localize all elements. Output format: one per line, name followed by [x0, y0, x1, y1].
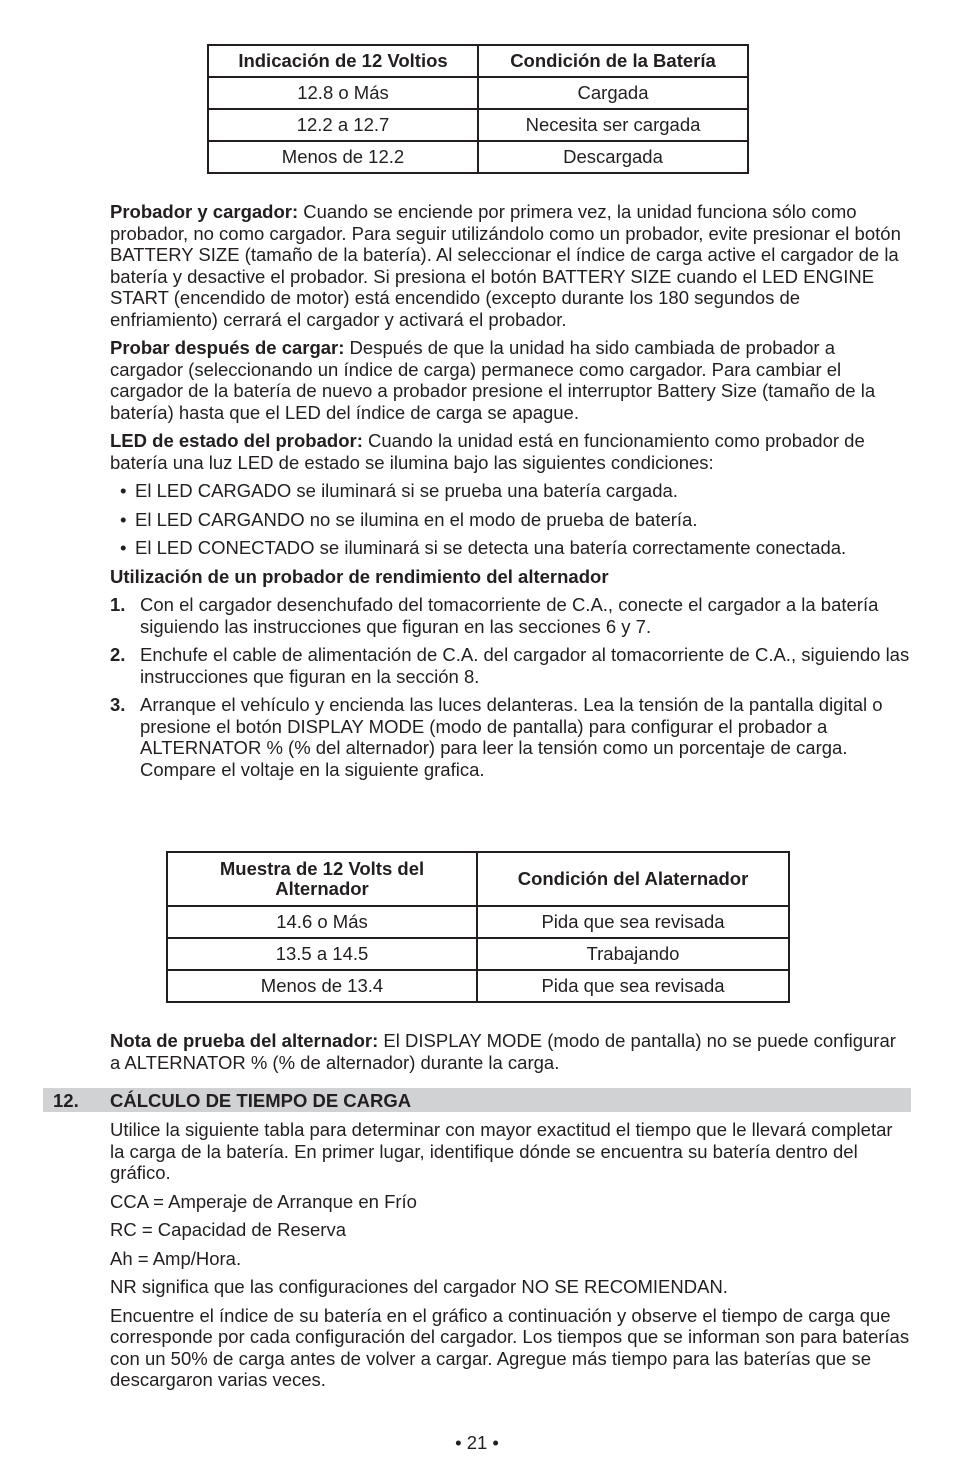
- table-header-cell: Indicación de 12 Voltios: [208, 45, 478, 77]
- step-text: Con el cargador desenchufado del tomacorriente de C.A., conecte el cargador a la batería siguiendo las instrucciones que figuran en las secciones 6 y 7.: [140, 594, 879, 637]
- paragraph-text: El DISPLAY MODE (modo de pantalla) no se puede configurar a ALTERNATOR % (% de alternador) durante la carga.: [110, 1030, 896, 1073]
- paragraph-lead: Probador y cargador:: [110, 201, 299, 222]
- table-row: [167, 970, 789, 1002]
- paragraph-tester-led-status: [110, 430, 910, 473]
- table-cell: Menos de 13.4: [167, 970, 477, 1002]
- table-row: [208, 109, 748, 141]
- paragraph-text: Cuando se enciende por primera vez, la unidad funciona sólo como probador, no como cargador. Para seguir utilizándolo como un probador, evite presionar el botón BATTERY SIZE (tamaño de la batería). Al seleccionar el índice de carga active el cargador de la batería y desactive el probador. Si presiona el botón BATTERY SIZE cuando el LED ENGINE START (encendido de motor) está encendido (excepto durante los 180 segundos de enfriamiento) cerrará el cargador y activará el probador.: [110, 201, 901, 330]
- table-row: [167, 906, 789, 938]
- table-header-cell: Condición de la Batería: [478, 45, 748, 77]
- alternator-heading-text: Utilización de un probador de rendimiento del alternador: [110, 565, 609, 587]
- paragraph-lead: Probar después de cargar:: [110, 337, 345, 358]
- alternator-steps: [110, 594, 910, 780]
- paragraph-text: Después de que la unidad ha sido cambiada de probador a cargador (seleccionando un índice de carga) permanece como cargador. Para cambiar el cargador de la batería de nuevo a probador presione el interruptor Battery Size (tamaño de la batería) hasta que el LED del índice de carga se apague.: [110, 337, 876, 423]
- table-header-row: [208, 45, 748, 77]
- table-cell: Pida que sea revisada: [477, 970, 789, 1002]
- table-header-cell: Muestra de 12 Volts del Alternador: [167, 852, 477, 906]
- table-cell: 14.6 o Más: [167, 906, 477, 938]
- table-cell: Menos de 12.2: [208, 141, 478, 173]
- list-item: [110, 537, 910, 559]
- section-paragraph: CCA = Amperaje de Arranque en Frío: [110, 1190, 417, 1212]
- tester-section: [110, 201, 910, 787]
- paragraph-lead: LED de estado del probador:: [110, 430, 363, 451]
- table-cell: 12.2 a 12.7: [208, 109, 478, 141]
- list-item-text: El LED CARGADO se iluminará si se prueba una batería cargada.: [135, 480, 678, 501]
- alternator-note: [110, 1030, 910, 1073]
- list-item: [110, 509, 910, 531]
- table-cell: Necesita ser cargada: [478, 109, 748, 141]
- battery-voltage-table: [207, 44, 749, 174]
- section-paragraph: Encuentre el índice de su batería en el gráfico a continuación y observe el tiempo de carga que corresponde por cada configuración del cargador. Los tiempos que se informan son para baterías con un 50% de carga antes de volver a cargar. Agregue más tiempo para las baterías que se descargaron varias veces.: [110, 1304, 910, 1390]
- alternator-heading: [110, 566, 910, 588]
- alternator-voltage-table: [166, 851, 790, 1003]
- paragraph-text: Cuando la unidad está en funcionamiento como probador de batería una luz LED de estado se ilumina bajo las siguientes condiciones:: [110, 430, 865, 473]
- paragraph-lead: Nota de prueba del alternador:: [110, 1030, 379, 1051]
- table-cell: Cargada: [478, 77, 748, 109]
- table-header-row: [167, 852, 789, 906]
- table-cell: Pida que sea revisada: [477, 906, 789, 938]
- step-text: Enchufe el cable de alimentación de C.A. del cargador al tomacorriente de C.A., siguiendo las instrucciones que figuran en la sección 8.: [140, 644, 910, 687]
- list-item-text: El LED CARGANDO no se ilumina en el modo de prueba de batería.: [135, 508, 698, 530]
- section-paragraph: Utilice la siguiente tabla para determinar con mayor exactitud el tiempo que le llevará completar la carga de la batería. En primer lugar, identifique dónde se encuentra su batería dentro del gráfico.: [110, 1119, 893, 1183]
- table-header-cell: Condición del Alaternador: [477, 852, 789, 906]
- table-cell: 12.8 o Más: [208, 77, 478, 109]
- table-cell: Trabajando: [477, 938, 789, 970]
- section-heading-bar: [43, 1088, 911, 1112]
- step-item: [110, 694, 910, 780]
- charge-time-section: [110, 1119, 910, 1398]
- step-number: 3.: [110, 694, 126, 715]
- paragraph-test-after-charge: [110, 337, 910, 423]
- step-item: [110, 644, 910, 687]
- section-title: CÁLCULO DE TIEMPO DE CARGA: [110, 1090, 412, 1111]
- step-number: 2.: [110, 644, 126, 665]
- step-item: [110, 594, 910, 637]
- table-row: [167, 938, 789, 970]
- step-number: 1.: [110, 594, 126, 615]
- step-text: Arranque el vehículo y encienda las luces delanteras. Lea la tensión de la pantalla digital o presione el botón DISPLAY MODE (modo de pantalla) para configurar el probador a ALTERNATOR % (% del alternador) para leer la tensión como un porcentaje de carga. Compare el voltaje en la siguiente grafica.: [140, 694, 883, 780]
- page-number: • 21 •: [455, 1432, 499, 1453]
- paragraph-alternator-note: [110, 1030, 910, 1073]
- list-item-text: El LED CONECTADO se iluminará si se detecta una batería correctamente conectada.: [135, 537, 847, 558]
- list-item: [110, 480, 910, 502]
- table-row: [208, 77, 748, 109]
- table-cell: Descargada: [478, 141, 748, 173]
- section-paragraph: Ah = Amp/Hora.: [110, 1247, 242, 1269]
- bullet-icon: •: [120, 480, 127, 501]
- section-paragraph: NR significa que las configuraciones del cargador NO SE RECOMIENDAN.: [110, 1276, 728, 1297]
- bullet-icon: •: [120, 537, 127, 558]
- table-row: [208, 141, 748, 173]
- section-paragraph: RC = Capacidad de Reserva: [110, 1219, 347, 1240]
- led-status-list: [110, 480, 910, 559]
- bullet-icon: •: [120, 508, 127, 530]
- table-cell: 13.5 a 14.5: [167, 938, 477, 970]
- paragraph-tester-charger: [110, 201, 910, 330]
- section-number: 12.: [53, 1090, 79, 1111]
